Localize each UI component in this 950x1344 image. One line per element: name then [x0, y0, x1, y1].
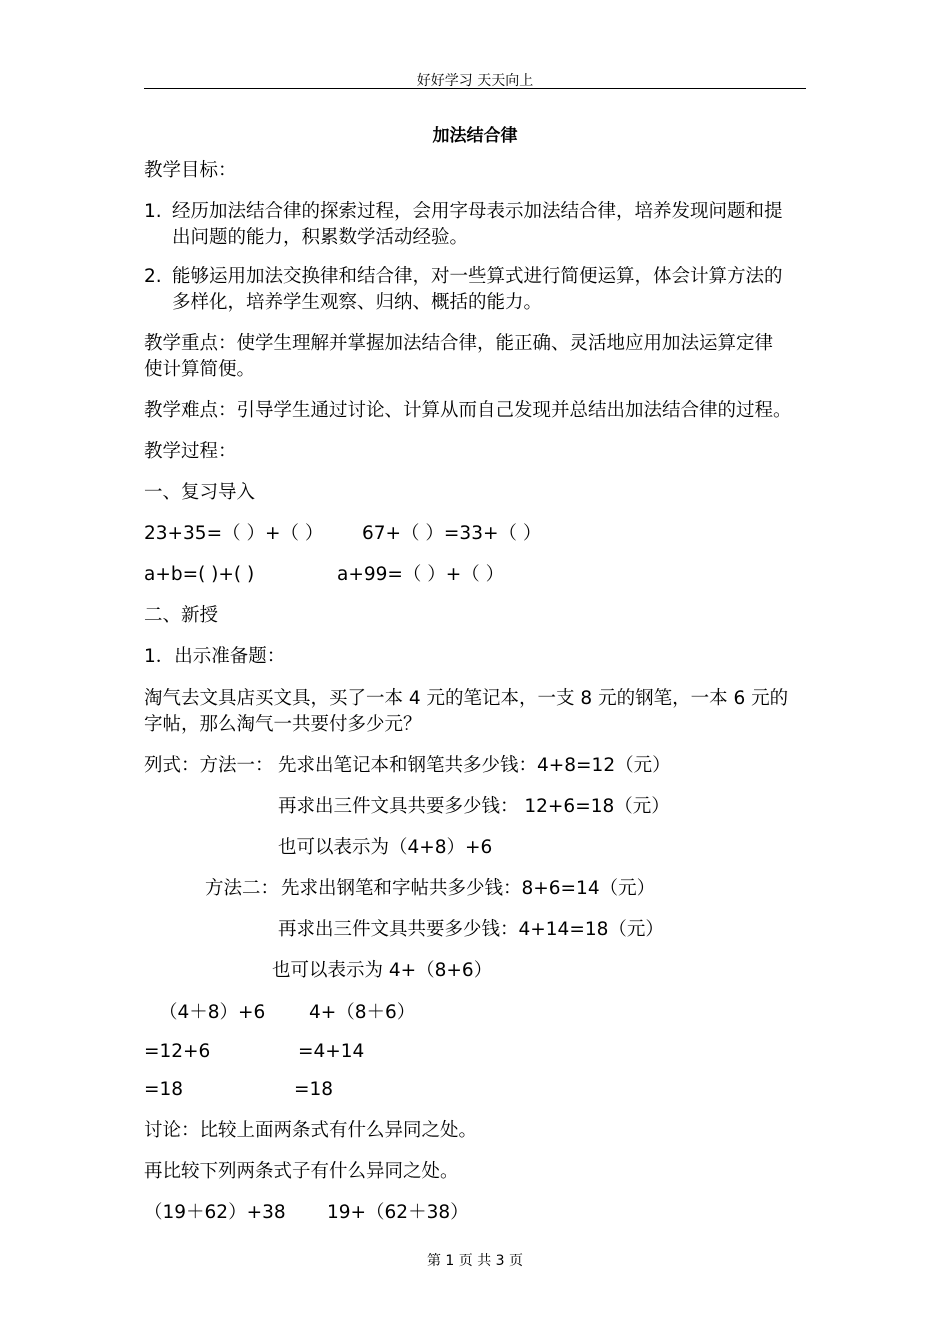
- calculation-expression: 4+（8＋6）: [309, 1002, 416, 1023]
- review-expression: 67+（ ）=33+（ ）: [362, 523, 542, 544]
- objective-text-line1: 经历加法结合律的探索过程，会用字母表示加法结合律，培养发现问题和提: [172, 201, 783, 222]
- problem-line1: 淘气去文具店买文具，买了一本 4 元的笔记本，一支 8 元的钢笔，一本 6 元的: [144, 688, 789, 709]
- page-header: 好好学习 天天向上: [416, 73, 534, 89]
- page-title: 加法结合律: [432, 126, 518, 146]
- method-1-step: 再求出三件文具共要多少钱： 12+6=18（元）: [278, 796, 670, 817]
- problem-line2: 字帖，那么淘气一共要付多少元？: [144, 714, 422, 735]
- objective-text-line2: 出问题的能力，积累数学活动经验。: [172, 227, 469, 248]
- new-lesson-heading: 二、新授: [144, 605, 219, 626]
- objective-number: 1.: [144, 201, 162, 222]
- key-point-line2: 使计算简便。: [144, 359, 256, 380]
- calculation-result: =18: [294, 1079, 334, 1100]
- calculation-step: =4+14: [298, 1041, 365, 1062]
- header-rule: [144, 88, 806, 89]
- discussion-text: 讨论：比较上面两条式有什么异同之处。: [144, 1120, 478, 1141]
- method-2-step: 再求出三件文具共要多少钱：4+14=18（元）: [278, 919, 664, 940]
- objective-number: 2.: [144, 266, 162, 287]
- item-1-heading: 1．出示准备题：: [144, 646, 286, 667]
- objectives-heading: 教学目标：: [144, 160, 237, 181]
- review-expression: a+b=( )+( ): [144, 564, 255, 585]
- method-1-step: 先求出笔记本和钢笔共多少钱：4+8=12（元）: [278, 755, 671, 776]
- compare-expression: （19＋62）+38: [144, 1202, 286, 1223]
- objective-text-line1: 能够运用加法交换律和结合律，对一些算式进行简便运算，体会计算方法的: [172, 266, 783, 287]
- method-2-step: 也可以表示为 4+（8+6）: [272, 960, 493, 981]
- review-expression: a+99=（ ）+（ ）: [337, 564, 505, 585]
- calculation-expression: （4＋8）+6: [159, 1002, 266, 1023]
- method-2-step: 先求出钢笔和字帖共多少钱：8+6=14（元）: [281, 878, 656, 899]
- process-heading: 教学过程：: [144, 441, 237, 462]
- calculation-result: =18: [144, 1079, 184, 1100]
- compare-expression: 19+（62＋38）: [327, 1202, 469, 1223]
- calculation-step: =12+6: [144, 1041, 211, 1062]
- page-footer: 第 1 页 共 3 页: [426, 1253, 524, 1269]
- compare-text: 再比较下列两条式子有什么异同之处。: [144, 1161, 459, 1182]
- review-expression: 23+35=（ ）+（ ）: [144, 523, 324, 544]
- review-heading: 一、复习导入: [144, 482, 256, 503]
- method-2-label: 方法二：: [205, 878, 280, 899]
- objective-text-line2: 多样化，培养学生观察、归纳、概括的能力。: [172, 292, 543, 313]
- key-point-line1: 教学重点：使学生理解并掌握加法结合律，能正确、灵活地应用加法运算定律: [144, 333, 774, 354]
- difficulty-text: 教学难点：引导学生通过讨论、计算从而自己发现并总结出加法结合律的过程。: [144, 400, 792, 421]
- method-1-step: 也可以表示为（4+8）+6: [278, 837, 493, 858]
- method-1-label: 列式：方法一：: [144, 755, 274, 776]
